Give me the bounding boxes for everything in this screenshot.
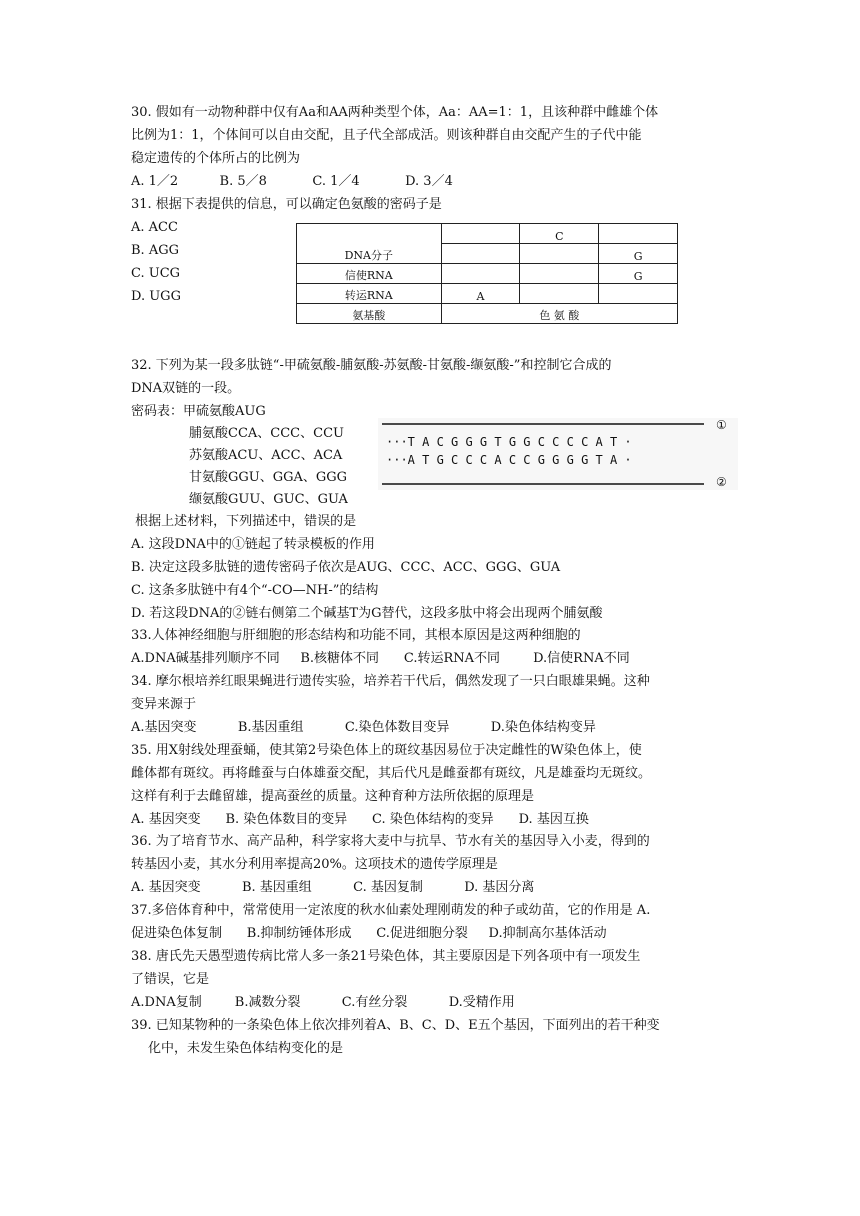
strand-1-marker: ① [716,418,727,432]
strand-2-marker: ② [716,475,727,489]
q30-options: A. 1／2 B. 5／8 C. 1／4 D. 3／4 [131,174,453,189]
q32-option-b: B. 决定这段多肽链的遗传密码子依次是AUG、CCC、ACC、GGG、GUA [131,560,561,575]
q37-line2: 促进染色体复制 B.抑制纺锤体形成 C.促进细胞分裂 D.抑制高尔基体活动 [131,926,607,941]
q32-option-c: C. 这条多肽链中有4个“-CO—NH-”的结构 [131,583,379,598]
q31-stem: 31. 根据下表提供的信息，可以确定色氨酸的密码子是 [131,197,442,212]
codon-threonine: 苏氨酸ACU、ACC、ACA [189,448,343,463]
table-label-mrna: 信使RNA [297,264,442,284]
dna-strand-2: ···A T G C C C A C C G G G G T A · [386,453,632,467]
q34-line1: 34. 摩尔根培养红眼果蝇进行遗传实验，培养若干代后，偶然发现了一只白眼雄果蝇。这种 [131,674,650,689]
table-cell-dna-g: G [599,244,678,264]
table-label-dna: DNA分子 [297,224,442,264]
q34-options: A.基因突变 B.基因重组 C.染色体数目变异 D.染色体结构变异 [131,720,596,735]
q32-question: 根据上述材料，下列描述中，错误的是 [131,514,357,529]
q37-line1: 37.多倍体育种中，常常使用一定浓度的秋水仙素处理刚萌发的种子或幼苗，它的作用是 A. [131,903,651,918]
q30-line1: 30. 假如有一动物种群中仅有Aa和AA两种类型个体，Aa：AA=1：1，且该种群中雌雄个体 [131,105,659,120]
dna-double-strand-figure [378,418,738,490]
table-cell-mrna-g: G [599,264,678,284]
q38-line1: 38. 唐氏先天愚型遗传病比常人多一条21号染色体，其主要原因是下列各项中有一项发生 [131,949,641,964]
table-cell-trna-a: A [441,284,520,304]
q33-stem: 33.人体神经细胞与肝细胞的形态结构和功能不同，其根本原因是这两种细胞的 [131,628,581,643]
q38-line2: 了错误，它是 [131,972,210,987]
q34-line2: 变异来源于 [131,697,197,712]
q31-option-c: C. UCG [131,266,181,281]
table-label-trna: 转运RNA [297,284,442,304]
table-cell-amino-acid: 色 氨 酸 [441,304,677,324]
q39-line1: 39. 已知某物种的一条染色体上依次排列着A、B、C、D、E五个基因，下面列出的若干种变 [131,1018,660,1033]
q38-options: A.DNA复制 B.减数分裂 C.有丝分裂 D.受精作用 [131,995,515,1010]
q32-line2: DNA双链的一段。 [131,381,241,396]
q32-line1: 32. 下列为某一段多肽链“-甲硫氨酸-脯氨酸-苏氨酸-甘氨酸-缬氨酸-”和控制它合成的 [131,358,612,373]
q35-line2: 雌体都有斑纹。再将雌蚕与白体雄蚕交配，其后代凡是雌蚕都有斑纹，凡是雄蚕均无斑纹。 [131,766,652,781]
table-cell-dna-c: C [520,224,599,244]
table-label-amino-acid: 氨基酸 [297,304,442,324]
q35-line3: 这样有利于去雌留雄，提高蚕丝的质量。这种育种方法所依据的原理是 [131,789,535,804]
q35-line1: 35. 用X射线处理蚕蛹，使其第2号染色体上的斑纹基因易位于决定雌性的W染色体上，使 [131,743,642,758]
q35-options: A. 基因突变 B. 染色体数目的变异 C. 染色体结构的变异 D. 基因互换 [131,812,589,827]
q32-option-d: D. 若这段DNA的②链右侧第二个碱基T为G替代，这段多肽中将会出现两个脯氨酸 [131,606,603,621]
q36-options: A. 基因突变 B. 基因重组 C. 基因复制 D. 基因分离 [131,880,535,895]
q31-option-d: D. UGG [131,289,181,304]
codon-glycine: 甘氨酸GGU、GGA、GGG [189,470,348,485]
codon-proline: 脯氨酸CCA、CCC、CCU [189,426,344,441]
q32-option-a: A. 这段DNA中的①链起了转录模板的作用 [131,537,375,552]
codon-table-title: 密码表：甲硫氨酸AUG [131,404,266,419]
codon-valine: 缬氨酸GUU、GUC、GUA [189,492,348,507]
q39-line2: 化中，未发生染色体结构变化的是 [148,1041,344,1056]
q30-line3: 稳定遗传的个体所占的比例为 [131,151,301,166]
q36-line1: 36. 为了培育节水、高产品种，科学家将大麦中与抗旱、节水有关的基因导入小麦，得到的 [131,834,650,849]
codon-info-table [296,223,678,324]
q31-option-a: A. ACC [131,220,178,235]
q30-line2: 比例为1：1，个体间可以自由交配，且子代全部成活。则该种群自由交配产生的子代中能 [131,128,642,143]
q33-options: A.DNA碱基排列顺序不同 B.核糖体不同 C.转运RNA不同 D.信使RNA不同 [131,651,630,666]
dna-strand-1: ···T A C G G G T G G C C C C A T · [386,435,632,449]
q31-option-b: B. AGG [131,243,179,258]
q36-line2: 转基因小麦，其水分利用率提高20%。这项技术的遗传学原理是 [131,857,498,872]
